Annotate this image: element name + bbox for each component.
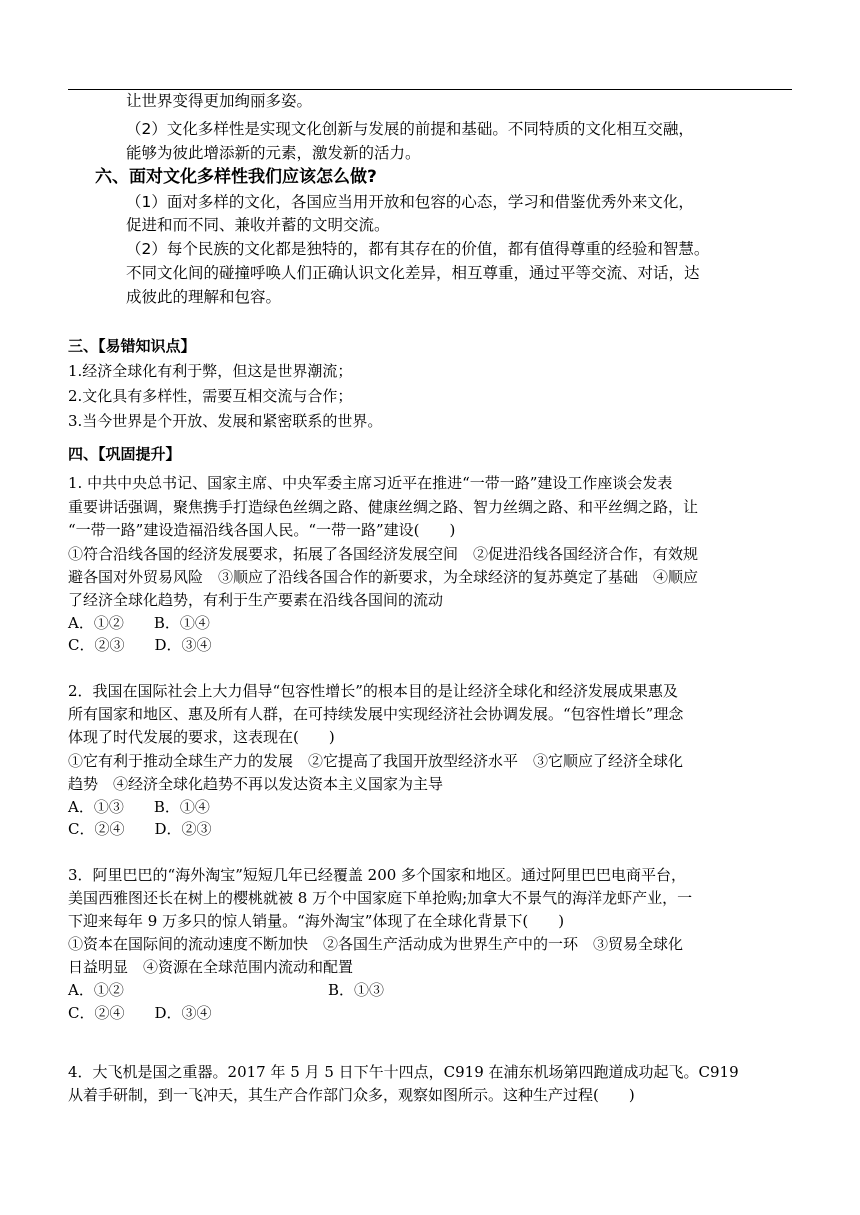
section6-para1-line1: （1）面对多样的文化，各国应当用开放和包容的心态，学习和借鉴优秀外来文化， [126, 193, 694, 211]
q2-line: 所有国家和地区、惠及所有人群，在可持续发展中实现经济社会协调发展。“包容性增长”理念 [68, 705, 684, 723]
q1-line: “一带一路”建设造福沿线各国人民。“一带一路”建设( ) [68, 521, 456, 539]
q3-line: 日益明显 ④资源在全球范围内流动和配置 [68, 958, 354, 976]
section5-para2-line2: 能够为彼此增添新的元素，激发新的活力。 [126, 144, 421, 162]
q4-line: 4．大飞机是国之重器。2017 年 5 月 5 日下午十四点，C919 在浦东机场第四跑道成功起飞。C919 [68, 1063, 739, 1081]
section5-para2-line1: （2）文化多样性是实现文化创新与发展的前提和基础。不同特质的文化相互交融， [126, 120, 694, 138]
section6-para1-line2: 促进和而不同、兼收并蓄的文明交流。 [126, 216, 390, 234]
section6-para2-line1: （2）每个民族的文化都是独特的，都有其存在的价值，都有值得尊重的经验和智慧。 [126, 240, 710, 258]
q1-line: 1. 中共中央总书记、国家主席、中央军委主席习近平在推进“一带一路”建设工作座谈会发表 [68, 474, 673, 492]
q4-line: 从着手研制，到一飞冲天，其生产合作部门众多，观察如图所示。这种生产过程( ) [68, 1086, 635, 1104]
error-points-title: 三、【易错知识点】 [68, 337, 196, 355]
section6-para2-line3: 成彼此的理解和包容。 [126, 288, 282, 306]
error-point-item: 2.文化具有多样性，需要互相交流与合作； [68, 387, 353, 405]
heading-section-six: 六、面对文化多样性我们应该怎么做? [95, 167, 377, 187]
q1-line: 避各国对外贸易风险 ③顺应了沿线各国合作的新要求，为全球经济的复苏奠定了基础 ④顺应 [68, 568, 699, 586]
practice-title: 四、【巩固提升】 [68, 445, 181, 463]
q2-options-row1: A．①③ B．①④ [68, 798, 210, 816]
q3-line: 3．阿里巴巴的“海外淘宝”短短几年已经覆盖 200 多个国家和地区。通过阿里巴巴电商平台， [68, 866, 687, 884]
q3-line: 下迎来每年 9 万多只的惊人销量。“海外淘宝”体现了在全球化背景下( ) [68, 912, 565, 930]
q2-line: ①它有利于推动全球生产力的发展 ②它提高了我国开放型经济水平 ③它顺应了经济全球化 [68, 752, 684, 770]
section6-para2-line2: 不同文化间的碰撞呼唤人们正确认识文化差异，相互尊重，通过平等交流、对话，达 [126, 264, 700, 282]
continuation-text: 让世界变得更加绚丽多姿。 [126, 92, 313, 110]
q2-line: 趋势 ④经济全球化趋势不再以发达资本主义国家为主导 [68, 775, 444, 793]
q1-line: ①符合沿线各国的经济发展要求，拓展了各国经济发展空间 ②促进沿线各国经济合作，有效规 [68, 545, 699, 563]
q1-line: 重要讲话强调，聚焦携手打造绿色丝绸之路、健康丝绸之路、智力丝绸之路、和平丝绸之路，让 [68, 498, 699, 516]
q2-options-row2: C．②④ D．②③ [68, 820, 212, 838]
q1-options-row1: A．①② B．①④ [68, 614, 210, 632]
q3-options-row2: C．②④ D．③④ [68, 1004, 212, 1022]
q2-line: 2．我国在国际社会上大力倡导“包容性增长”的根本目的是让经济全球化和经济发展成果惠及 [68, 682, 678, 700]
error-point-item: 3.当今世界是个开放、发展和紧密联系的世界。 [68, 412, 383, 430]
q3-option-b: B．①③ [328, 981, 385, 999]
q1-line: 了经济全球化趋势，有利于生产要素在沿线各国间的流动 [68, 591, 444, 609]
error-point-item: 1.经济全球化有利于弊，但这是世界潮流； [68, 362, 353, 380]
q3-line: ①资本在国际间的流动速度不断加快 ②各国生产活动成为世界生产中的一环 ③贸易全球化 [68, 935, 684, 953]
q1-options-row2: C．②③ D．③④ [68, 636, 212, 654]
q2-line: 体现了时代发展的要求，这表现在( ) [68, 728, 335, 746]
q3-line: 美国西雅图还长在树上的樱桃就被 8 万个中国家庭下单抢购;加拿大不景气的海洋龙虾产业，一 [68, 889, 693, 907]
q3-option-a: A．①② [68, 981, 124, 999]
